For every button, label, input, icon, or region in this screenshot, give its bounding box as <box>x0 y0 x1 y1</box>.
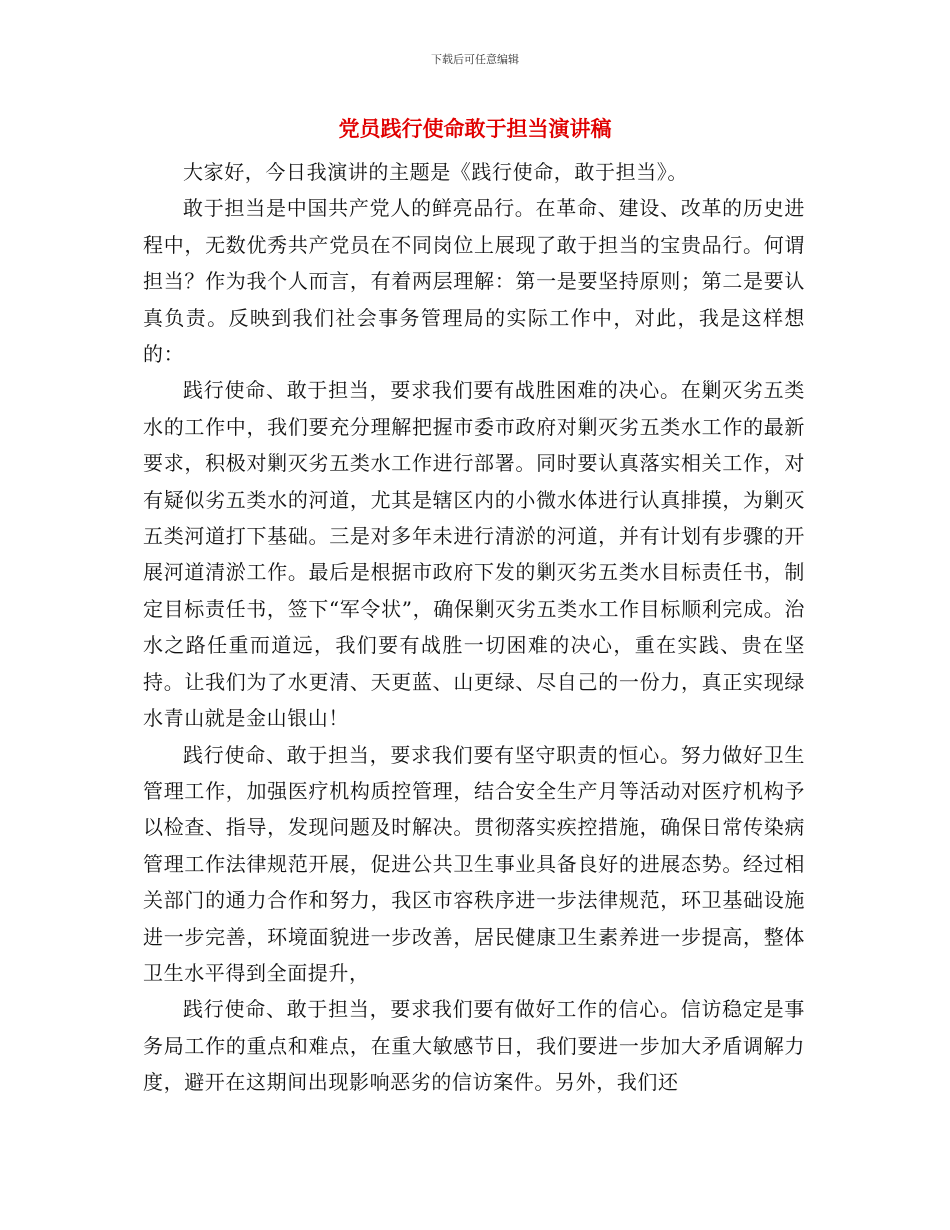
paragraph-perseverance: 践行使命、敢于担当，要求我们要有坚守职责的恒心。努力做好卫生管理工作，加强医疗机构质控管理，结合安全生产月等活动对医疗机构予以检查、指导，发现问题及时解决。贯彻落实疾控措施，确保日常传染病管理工作法律规范开展，促进公共卫生事业具备良好的进展态势。经过相关部门的通力合作和努力，我区市容秩序进一步法律规范，环卫基础设施进一步完善，环境面貌进一步改善，居民健康卫生素养进一步提高，整体卫生水平得到全面提升， <box>143 742 805 985</box>
paragraph-confidence: 践行使命、敢于担当，要求我们要有做好工作的信心。信访稳定是事务局工作的重点和难点，在重大敏感节日，我们要进一步加大矛盾调解力度，避开在这期间出现影响恶劣的信访案件。另外，我们还 <box>143 997 805 1095</box>
paragraph-determination: 践行使命、敢于担当，要求我们要有战胜困难的决心。在剿灭劣五类水的工作中，我们要充分理解把握市委市政府对剿灭劣五类水工作的最新要求，积极对剿灭劣五类水工作进行部署。同时要认真落实相关工作，对有疑似劣五类水的河道，尤其是辖区内的小微水体进行认真排摸，为剿灭五类河道打下基础。三是对多年未进行清淤的河道，并有计划有步骤的开展河道清淤工作。最后是根据市政府下发的剿灭劣五类水目标责任书，制定目标责任书，签下“军令状”，确保剿灭劣五类水工作目标顺利完成。治水之路任重而道远，我们要有战胜一切困难的决心，重在实践、贵在坚持。让我们为了水更清、天更蓝、山更绿、尽自己的一份力，真正实现绿水青山就是金山银山！ <box>143 378 805 731</box>
page-header-note: 下载后可任意编辑 <box>431 53 519 66</box>
document-title: 党员践行使命敢于担当演讲稿 <box>338 117 612 141</box>
paragraph-intro: 敢于担当是中国共产党人的鲜亮品行。在革命、建设、改革的历史进程中，无数优秀共产党员在不同岗位上展现了敢于担当的宝贵品行。何谓担当？作为我个人而言，有着两层理解：第一是要坚持原则；第二是要认真负责。反映到我们社会事务管理局的实际工作中，对此，我是这样想的： <box>143 196 805 367</box>
document-body <box>143 154 805 1101</box>
paragraph-greeting: 大家好，今日我演讲的主题是《践行使命，敢于担当》。 <box>183 160 688 184</box>
